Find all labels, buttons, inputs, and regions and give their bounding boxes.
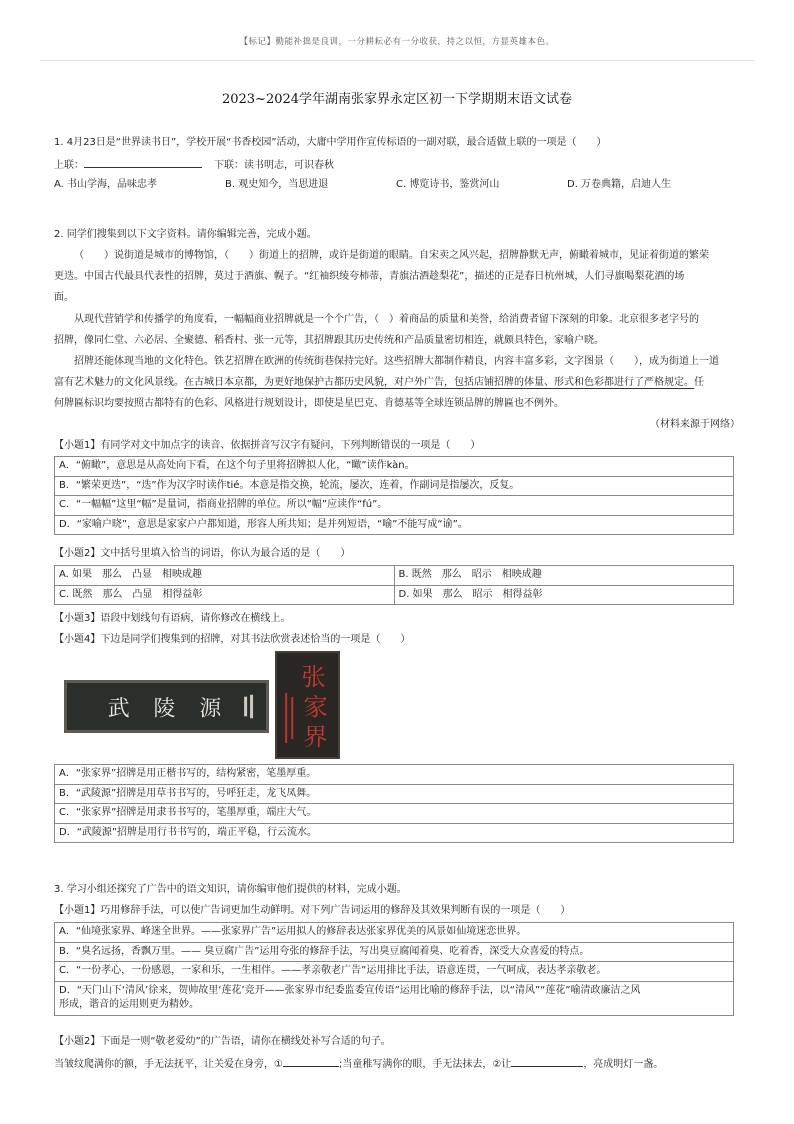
q2-underlined-sentence: 在古城日本京都，为更好地保护古都历史风貌，对户外广告，包括店铺招牌的体量、形式和色彩都进行了严格规定。 [184, 377, 694, 388]
q2-sub4-option-c[interactable]: C．“张家界”招牌是用隶书书写的，笔墨厚重，端庄大气。 [55, 804, 734, 824]
q3-sub2-fill-line [54, 1055, 740, 1072]
q2-sub4-option-a[interactable]: A．“张家界”招牌是用正楷书写的，结构紧密，笔墨厚重。 [55, 765, 734, 785]
q1-upper-blank[interactable] [84, 156, 202, 168]
q3-sub2-blank-1[interactable] [283, 1055, 339, 1067]
wulingyuan-sign-image [64, 680, 269, 733]
q3-stem: 3. 学习小组还探究了广告中的语文知识，请你编审他们提供的材料，完成小题。 [54, 884, 407, 895]
q2-sub2-stem: 【小题2】文中括号里填入恰当的词语，你认为最合适的是（ ） [54, 548, 351, 559]
q2-para3-line1: 招牌还能体现当地的文化特色。铁艺招牌在欧洲的传统街巷保持完好。这些招牌大都制作精良，内容丰富多彩，文字图景（ ），成为街道上一道 [74, 356, 719, 367]
q2-para1-line1: （ ）说街道是城市的博物馆，（ ）街道上的招牌，或许是街道的眼睛。自宋卖之风兴起，招牌静默无声，俯瞰着城市，见证着街道的繁荣 [74, 250, 709, 261]
q1-option-c[interactable]: C. 博览诗书，鉴赏河山 [396, 179, 500, 190]
zhangjiajie-char-3: 界 [303, 723, 328, 751]
q2-sub2-option-b[interactable]: B. 既然 那么 昭示 相映成趣 [394, 566, 734, 586]
q3-sub2-text-2: ;当童稚写满你的眼，手无法抹去，②让 [338, 1059, 512, 1070]
zhangjiajie-char-1: 张 [301, 663, 326, 691]
q2-para1-line3: 面。 [54, 292, 74, 303]
page-title: 2023~2024学年湖南张家界永定区初一下学期期末语文试卷 [221, 92, 573, 107]
q2-stem: 2. 同学们搜集到以下文字资料。请你编辑完善，完成小题。 [54, 229, 317, 240]
q2-sub2-options [54, 565, 740, 605]
zhangjiajie-char-2: 家 [303, 693, 328, 721]
q3-sub1-option-d-line1: D．“天门山下‘清风’徐来，贺帅故里‘莲花’竞开——张家界市纪委监委宣传语”运用比喻的修辞手法，以“清风”“莲花”喻清政廉洁之风 [59, 984, 641, 996]
q2-sub2-option-a[interactable]: A. 如果 那么 凸显 相映成趣 [55, 566, 395, 586]
q2-sub4-option-b[interactable]: B．“武陵源”招牌是用草书书写的，号呼狂走，龙飞凤舞。 [55, 784, 734, 804]
q2-para3-line2 [54, 375, 740, 390]
q2-para3-line3: 何牌匾标识均要按照古都特有的色彩、风格进行规划设计，即使是星巴克、肯德基等全球连锁品牌的牌匾也不例外。 [54, 398, 564, 409]
header-divider [40, 60, 754, 61]
q2-para2-line1: 从现代营销学和传播学的角度看，一幅幅商业招牌就是一个个广告，（ ）着商品的质量和美誉，给消费者留下深刻的印象。北京很多老字号的 [74, 314, 699, 325]
wulingyuan-char-3: 源 [199, 696, 222, 722]
q3-sub2-text-3: ，亮成明灯一盏。 [583, 1059, 664, 1070]
q2-sub4-stem: 【小题4】下边是同学们搜集到的招牌，对其书法欣赏表述恰当的一项是（ ） [54, 634, 411, 645]
q2-source-note: （材料来源于网络） [650, 419, 740, 430]
q3-sub1-option-d[interactable] [55, 981, 734, 1015]
q3-sub1-stem: 【小题1】巧用修辞手法，可以使广告词更加生动鲜明。对下列广告词运用的修辞及其效果判断有误的一项是（ ） [54, 905, 571, 916]
q2-sub4-option-d[interactable]: D．“武陵源”招牌是用行书书写的，端正平稳，行云流水。 [55, 823, 734, 843]
wulingyuan-char-1: 武 [107, 696, 130, 722]
q2-sub2-option-d[interactable]: D. 如果 那么 昭示 相得益彰 [394, 585, 734, 605]
q2-para3-tail: 任 [694, 377, 704, 388]
q1-lower-couplet: 下联：读书明志，可识春秋 [214, 160, 334, 171]
q1-options [54, 177, 740, 192]
q3-sub2-stem: 【小题2】下面是一则“敬老爱幼”的广告语，请你在横线处补写合适的句子。 [54, 1036, 391, 1047]
q2-para2-line2: 招牌，像同仁堂、六必居、全聚德、稻香村、张一元等，其招牌跟其历史传统和产品质量密切相连，就颇具特色，家喻户晓。 [54, 335, 604, 346]
q2-sub1-options [54, 456, 740, 535]
q1-stem: 1. 4月23日是“世界读书日”，学校开展“书香校园”活动，大庸中学用作宣传标语的一副对联，最合适做上联的一项是（ ） [54, 137, 607, 148]
q2-para1-line2: 更迭。中国古代最具代表性的招牌，莫过于酒旗、幌子。“红袖织绫夸柿蒂，青旗沽酒趁梨花”，描述的正是春日杭州城，人们寻旗喝梨花酒的场 [54, 271, 685, 282]
q2-para3-text: 富有艺术魅力的文化风景线。 [54, 377, 184, 388]
q2-sub1-option-a[interactable]: A．“俯瞰”，意思是从高处向下看，在这个句子里将招牌拟人化，“瞰”读作kàn。 [55, 457, 734, 477]
wulingyuan-char-2: 陵 [153, 696, 176, 722]
q3-sub2-text-1: 当皱纹爬满你的额，手无法抚平，让关爱在身旁，① [54, 1059, 283, 1070]
q2-sub2-option-c[interactable]: C. 既然 那么 凸显 相得益彰 [55, 585, 395, 605]
q3-sub1-option-d-line2: 形成，谐音的运用则更为精妙。 [59, 999, 199, 1010]
q2-sub1-option-c[interactable]: C．“一幅幅”这里“幅”是量词，指商业招牌的单位。所以“幅”应读作“fú”。 [55, 496, 734, 516]
q3-sub2-blank-2[interactable] [511, 1055, 583, 1067]
header-motto: 【标记】勤能补拙是良训，一分耕耘必有一分收获，持之以恒，方显英雄本色。 [239, 37, 555, 47]
q2-sub1-stem: 【小题1】有同学对文中加点字的读音、依据拼音写汉字有疑问，下列判断错误的一项是（ ） [54, 440, 481, 451]
q2-sub3-stem: 【小题3】语段中划线句有语病，请你修改在横线上。 [54, 613, 291, 624]
q2-sub4-options [54, 764, 740, 843]
q1-couplet [54, 156, 740, 173]
q1-option-d[interactable]: D. 万卷典籍，启迪人生 [567, 179, 672, 190]
zhangjiajie-sign-image [275, 651, 340, 759]
q1-option-b[interactable]: B. 观史知今，当思进退 [225, 179, 329, 190]
q2-sub1-option-b[interactable]: B．“繁荣更迭”，“迭”作为汉字时读作tié。本意是指交换，轮流，屡次，连着，作副词是指屡次，反复。 [55, 476, 734, 496]
q3-sub1-option-a[interactable]: A．“仙境张家界、峰迷全世界。——张家界广告”运用拟人的修辞表达张家界优美的风景如仙境迷恋世界。 [55, 923, 734, 943]
q1-option-a[interactable]: A. 书山学海，品味忠孝 [54, 179, 158, 190]
q1-upper-label: 上联： [54, 160, 84, 171]
q3-sub1-options [54, 922, 740, 1016]
q3-sub1-option-b[interactable]: B．“臭名远扬，香飘万里。—— 臭豆腐广告”运用夸张的修辞手法，写出臭豆腐闻着臭、吃着香，深受大众喜爱的特点。 [55, 942, 734, 962]
q2-sub1-option-d[interactable]: D．“家喻户晓”，意思是家家户户都知道，形容人所共知；是并列短语，“喻”不能写成“谕”。 [55, 515, 734, 535]
q3-sub1-option-c[interactable]: C．“一份孝心，一份感恩，一家和乐，一生相伴。——孝亲敬老广告”运用排比手法，语意连贯，一气呵成，表达孝亲敬老。 [55, 962, 734, 982]
